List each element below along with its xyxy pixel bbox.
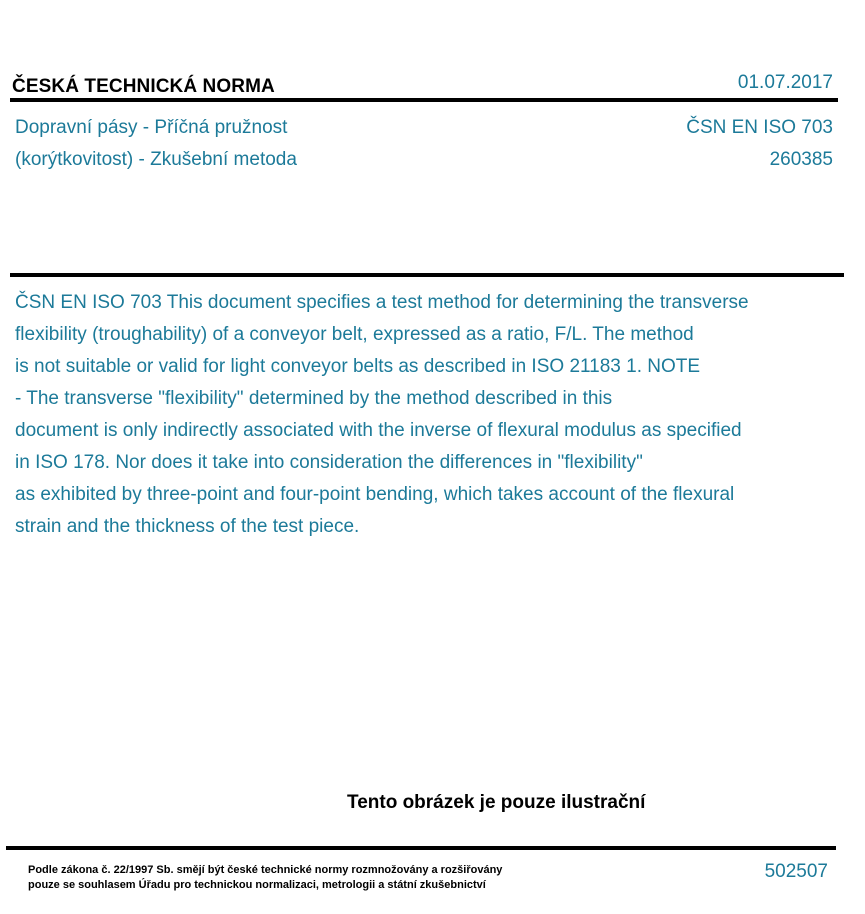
abstract-line: in ISO 178. Nor does it take into consideration the differences in "flexibility" [15,452,643,473]
footer-rule [6,846,836,850]
abstract-line: flexibility (troughability) of a conveyor belt, expressed as a ratio, F/L. The method [15,324,694,345]
abstract-line: strain and the thickness of the test piece. [15,516,360,537]
standard-title-line-1: Dopravní pásy - Příčná pružnost [15,117,288,138]
abstract-line: ČSN EN ISO 703 This document specifies a test method for determining the transverse [15,292,749,313]
section-rule [10,273,844,277]
classification-number: 260385 [769,149,833,170]
abstract-line: document is only indirectly associated with the inverse of flexural modulus as specified [15,420,742,441]
document-heading: ČESKÁ TECHNICKÁ NORMA [12,76,275,97]
standard-title-line-2: (korýtkovitost) - Zkušební metoda [15,149,297,170]
legal-line: pouze se souhlasem Úřadu pro technickou normalizaci, metrologii a státní zkušebnictví [28,879,486,891]
abstract-line: as exhibited by three-point and four-point bending, which takes account of the flexural [15,484,735,505]
abstract-line: - The transverse "flexibility" determined by the method described in this [15,388,613,409]
legal-notice [28,863,502,893]
illustration-note: Tento obrázek je pouze ilustrační [347,792,646,813]
abstract-line: is not suitable or valid for light conveyor belts as described in ISO 21183 1. NOTE [15,356,701,377]
standard-code: ČSN EN ISO 703 [686,117,833,138]
legal-line: Podle zákona č. 22/1997 Sb. smějí být české technické normy rozmnožovány a rozšiřovány [28,864,503,876]
header-rule [10,98,838,102]
issue-date: 01.07.2017 [737,72,833,93]
document-number: 502507 [764,861,828,882]
abstract-text [15,287,855,543]
